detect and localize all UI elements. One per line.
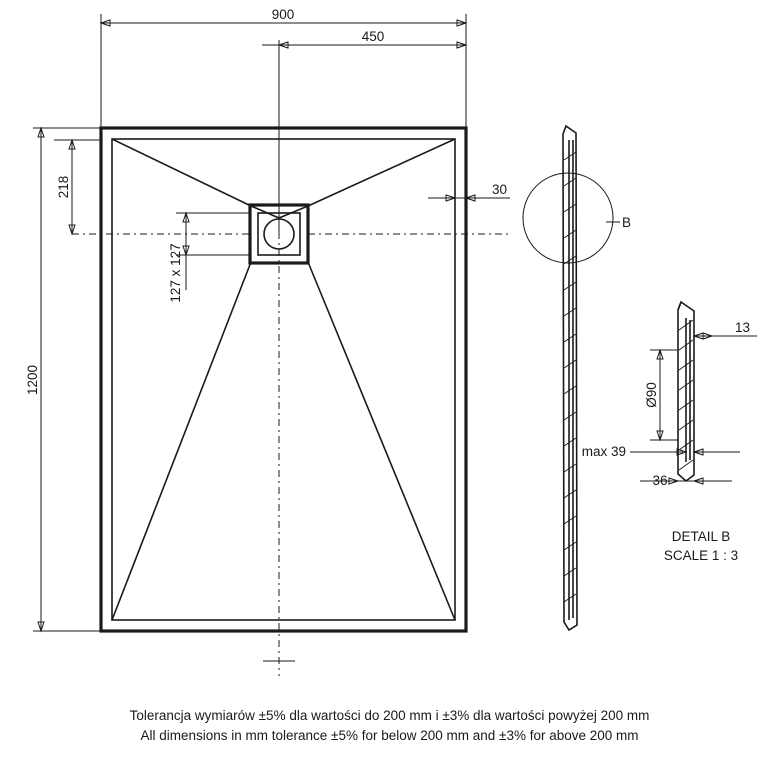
dim-detail-thickness: 13 xyxy=(735,320,751,335)
side-section-view xyxy=(523,126,631,630)
dim-edge-offset: 30 xyxy=(492,182,508,197)
dim-overall-length: 1200 xyxy=(25,364,40,396)
dim-half-width: 450 xyxy=(361,29,385,44)
detail-title: DETAIL B xyxy=(671,529,731,544)
detail-scale: SCALE 1 : 3 xyxy=(663,548,739,563)
tolerance-note-en: All dimensions in mm tolerance ±5% for below 200 mm and ±3% for above 200 mm xyxy=(140,728,639,743)
dim-detail-diameter: Ø90 xyxy=(644,382,659,408)
dim-overall-width: 900 xyxy=(271,7,295,22)
dim-detail-flange: 36 xyxy=(652,473,668,488)
dim-detail-max: max 39 xyxy=(581,444,626,459)
tolerance-note-pl: Tolerancja wymiarów ±5% dla wartości do 200 mm i ±3% dla wartości powyżej 200 mm xyxy=(129,708,650,723)
dim-drain-offset-top: 218 xyxy=(56,175,71,199)
detail-b-view xyxy=(582,302,757,563)
detail-marker-label: B xyxy=(622,215,632,230)
dim-drain-square: 127 x 127 xyxy=(168,243,183,303)
tolerance-notes xyxy=(0,706,779,746)
